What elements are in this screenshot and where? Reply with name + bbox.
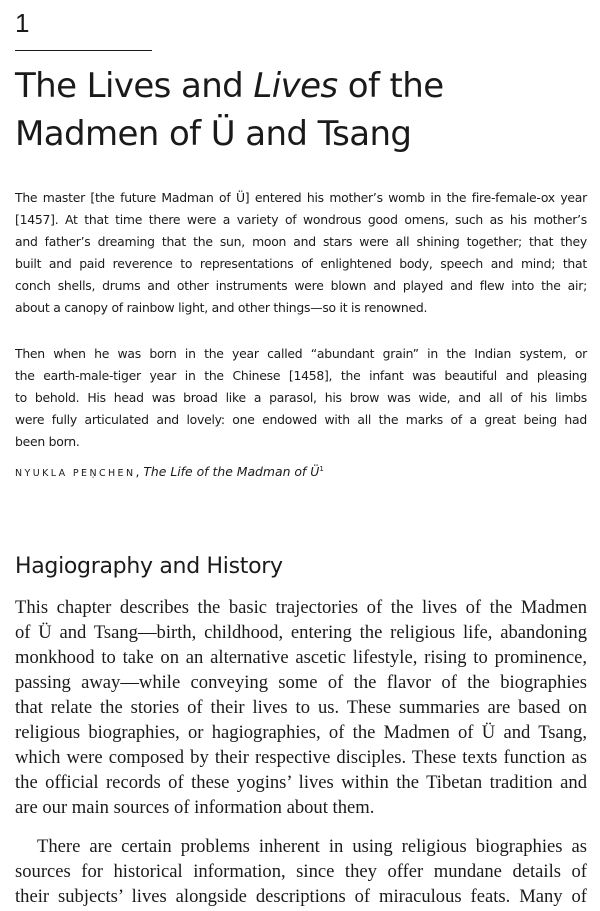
chapter-title-part-a: The Lives and [15,66,254,106]
body-paragraph-1 [15,595,587,820]
chapter-title-part-b: of the [337,66,444,106]
epigraph-line: and father’s dreaming that the sun, moon and stars were all shining together; that they [15,234,587,249]
attribution-author: NYUKLA PEṆCHEN [15,468,136,479]
epigraph-paragraph-2 [15,343,587,453]
epigraph-line: conch shells, drums and other instruments were blown and played and flew into the air; [15,278,587,293]
body-line: sources for historical information, since they offer mundane details of [15,861,587,882]
epigraph-paragraph-1 [15,187,587,319]
chapter-title-italic: Lives [253,66,338,106]
epigraph-line: the earth-male-tiger year in the Chinese [1458], the infant was beautiful and pleasing [15,368,587,383]
epigraph-line: been born. [15,434,80,449]
body-line: that relate the stories of their lives to us. These summaries are based on [15,697,587,718]
footnote-marker[interactable]: 1 [319,465,324,473]
body-line: religious biographies, or hagiographies, of the Madmen of Ü and Tsang, [15,722,587,743]
body-paragraph-2 [15,834,587,909]
chapter-number: 1 [15,8,30,38]
chapter-title [15,62,590,158]
chapter-title-line-1 [15,62,590,110]
epigraph-line: built and paid reverence to representations of enlightened body, speech and mind; that [15,256,587,271]
epigraph-line: were fully articulated and lovely: one endowed with all the marks of a great being had [15,412,587,427]
body-line: which were composed by their respective disciples. These texts function as [15,747,587,768]
epigraph-line: The master [the future Madman of Ü] entered his mother’s womb in the fire-female-ox year [15,190,587,205]
chapter-title-line-2: Madmen of Ü and Tsang [15,114,412,154]
body-line: There are certain problems inherent in using religious biographies as [37,836,587,857]
attribution-work: The Life of the Madman of Ü [143,464,320,479]
chapter-divider [15,50,152,51]
section-heading: Hagiography and History [15,554,283,579]
epigraph-line: [1457]. At that time there were a variety of wondrous good omens, such as his mother’s [15,212,587,227]
epigraph-line: Then when he was born in the year called “abundant grain” in the Indian system, or [15,346,587,361]
body-line: passing away—while conveying some of the flavor of the biographies [15,672,587,693]
body-line: This chapter describes the basic trajectories of the lives of the Madmen [15,597,587,618]
body-line: of Ü and Tsang—birth, childhood, entering the religious life, abandoning [15,622,587,643]
body-line: monkhood to take on an alternative ascetic lifestyle, rising to prominence, [15,647,587,668]
body-line: are our main sources of information about them. [15,797,375,818]
epigraph-attribution [15,458,324,485]
epigraph-line: about a canopy of rainbow light, and other things—so it is renowned. [15,300,428,315]
epigraph-line: to behold. His head was broad like a parasol, his brow was wide, and all of his limbs [15,390,587,405]
body-line: the official records of these yogins’ lives within the Tibetan tradition and [15,772,587,793]
body-line: their subjects’ lives alongside descriptions of miraculous feats. Many of [15,886,587,907]
attribution-separator: , [135,464,144,479]
